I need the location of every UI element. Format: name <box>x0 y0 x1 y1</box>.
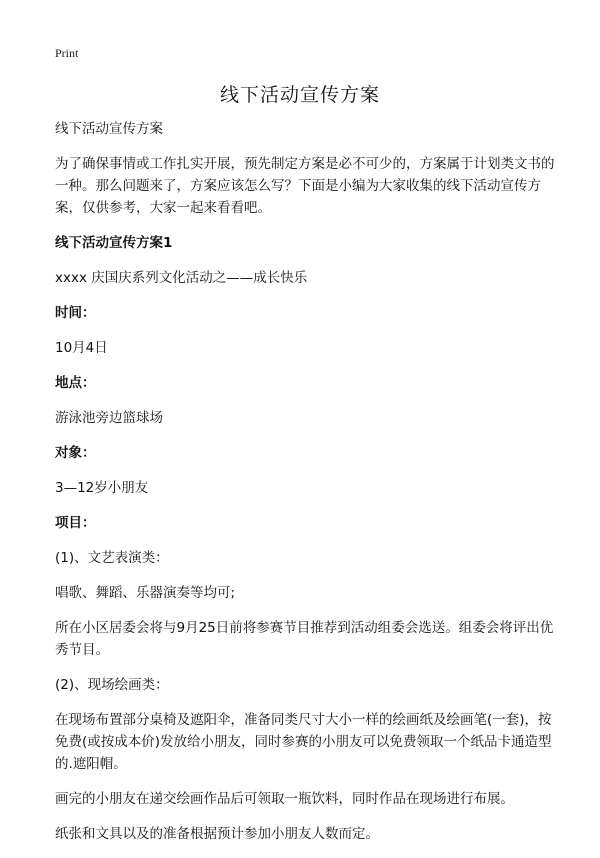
document-body <box>55 118 555 858</box>
event-name: xxxx 庆国庆系列文化活动之——成长快乐 <box>55 270 308 286</box>
audience-label: 对象： <box>55 445 96 461</box>
time-value: 10月4日 <box>55 340 108 356</box>
intro-paragraph: 为了确保事情或工作扎实开展，预先制定方案是必不可少的，方案属于计划类文书的一种。那么问题来了，方案应该怎么写？下面是小编为大家收集的线下活动宣传方案，仅供参考，大家一起来看看吧。 <box>55 156 555 216</box>
item-1-detail: 唱歌、舞蹈、乐器演奏等均可; <box>55 585 236 601</box>
item-1-title: (1)、文艺表演类： <box>55 550 169 566</box>
section-heading: 线下活动宣传方案1 <box>55 235 173 251</box>
item-2-title: (2)、现场绘画类： <box>55 677 169 693</box>
doc-subtitle: 线下活动宣传方案 <box>55 121 163 137</box>
items-label: 项目： <box>55 515 96 531</box>
time-label: 时间： <box>55 305 96 321</box>
page-title: 线下活动宣传方案 <box>219 84 380 106</box>
item-2-detail: 在现场布置部分桌椅及遮阳伞，准备同类尺寸大小一样的绘画纸及绘画笔(一套)，按免费(或按成本价)发放给小朋友，同时参赛的小朋友可以免费领取一个纸品卡通造型的.遮阳帽。 <box>55 712 552 772</box>
location-label: 地点： <box>55 375 96 391</box>
location-value: 游泳池旁边篮球场 <box>55 410 163 426</box>
item-1-note: 所在小区居委会将与9月25日前将参赛节目推荐到活动组委会选送。组委会将评出优秀节目。 <box>55 620 554 658</box>
item-2-note: 画完的小朋友在递交绘画作品后可领取一瓶饮料，同时作品在现场进行布展。 <box>55 791 514 807</box>
audience-value: 3—12岁小朋友 <box>55 480 149 496</box>
print-label: Print <box>55 46 79 60</box>
item-2-supplies: 纸张和文具以及的准备根据预计参加小朋友人数而定。 <box>55 826 379 842</box>
